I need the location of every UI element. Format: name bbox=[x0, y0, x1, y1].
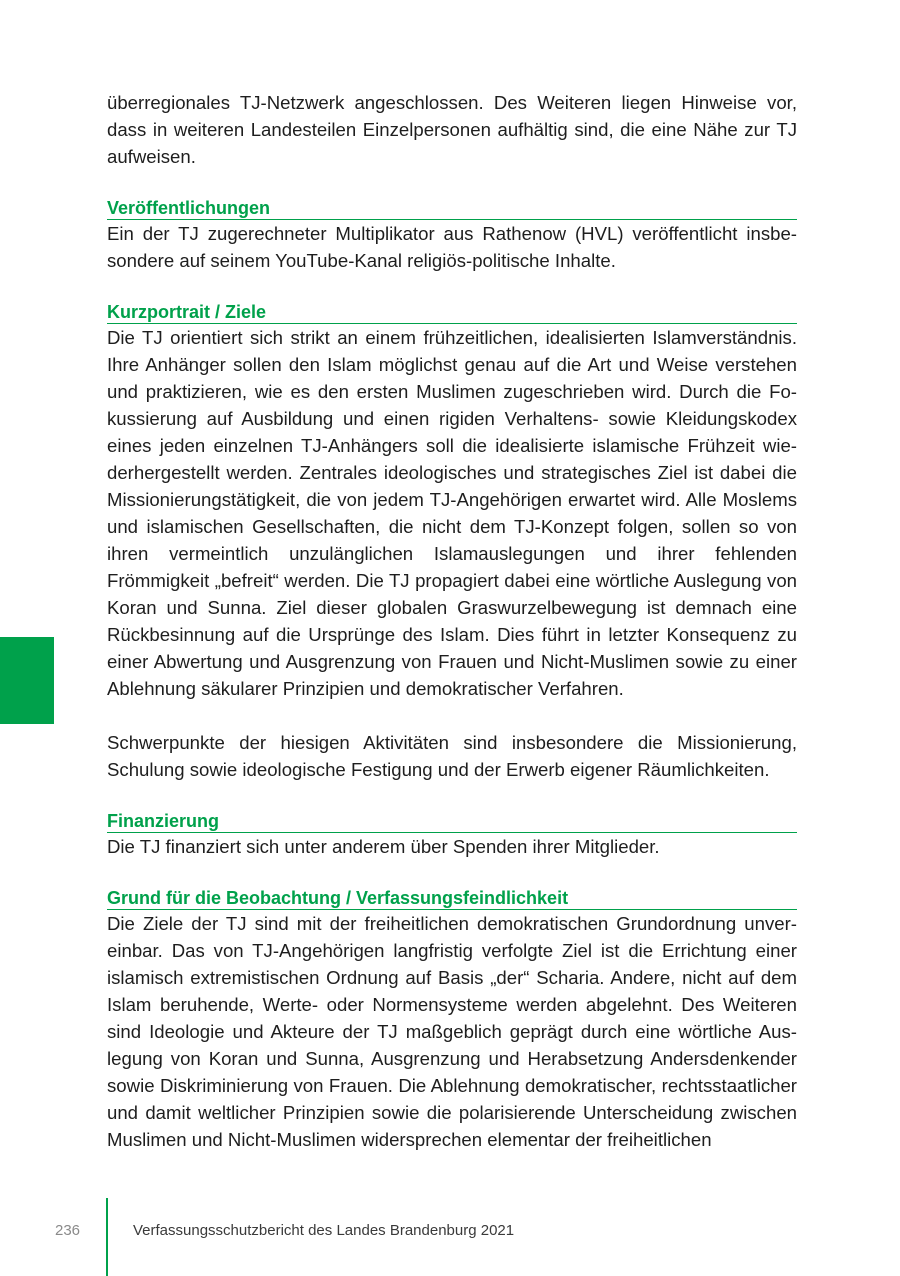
section-title-financing: Finanzierung bbox=[107, 810, 797, 833]
publications-paragraph: Ein der TJ zugerechneter Multiplikator aus Rathenow (HVL) veröffentlicht insbesondere auf seinem YouTube-Kanal religiös-politische Inhalte. bbox=[107, 223, 797, 271]
portrait-paragraph: Die TJ orientiert sich strikt an einem frühzeitlichen, idealisierten Islamverständnis. Ihre Anhänger sollen den Islam möglichst genau auf die Art und Weise verstehen und praktizieren, wie es den ersten Muslimen zugeschrieben wird. Durch die Fokussierung auf Ausbildung und einen rigiden Verhaltens- sowie Kleidungskodex eines jeden einzelnen TJ-Anhängers soll die idealisierte islamische Frühzeit wiederhergestellt werden. Zentrales ideologisches und strategisches Ziel ist dabei die Missionierungstätigkeit, die von jedem TJ-Angehörigen erwartet wird. Alle Moslems und islamischen Gesellschaften, die nicht dem TJ-Konzept folgen, sollen so von ihren vermeintlich unzulänglichen Islamauslegungen und ihrer fehlenden Frömmigkeit „befreit“ werden. Die TJ propagiert dabei eine wörtliche Auslegung von Koran und Sunna. Ziel dieser globalen Graswurzelbewegung ist demnach eine Rückbesinnung auf die Ursprünge des Islam. Dies führt in letzter Konsequenz zu einer Abwertung und Ausgrenzung von Frauen und Nicht-Muslimen sowie zu einer Ablehnung säkularer Prinzipien und demokratischer Verfahren. bbox=[107, 327, 797, 699]
page-number: 236 bbox=[55, 1222, 81, 1239]
section-title-portrait: Kurzportrait / Ziele bbox=[107, 301, 797, 324]
reason-paragraph: Die Ziele der TJ sind mit der freiheitlichen demokratischen Grundordnung unvereinbar. Das von TJ-Angehörigen langfristig verfolgte Ziel ist die Errichtung einer islamisch extremistischen Ordnung auf Basis „der“ Scharia. Andere, nicht auf dem Islam beruhende, Werte- oder Normensysteme werden abgelehnt. Des Weiteren sind Ideologie und Akteure der TJ maßgeblich geprägt durch eine wörtliche Auslegung von Koran und Sunna, Ausgrenzung und Herabsetzung Andersdenkender sowie Diskriminierung von Frauen. Die Ablehnung demokratischer, rechtsstaatlicher und damit weltlicher Prinzipien sowie die polarisierende Unterscheidung zwischen Muslimen und Nicht-Muslimen widersprechen elementar der freiheitlichen bbox=[107, 913, 797, 1150]
section-title-publications: Veröffentlichungen bbox=[107, 197, 797, 220]
chapter-side-tab bbox=[0, 637, 54, 724]
financing-paragraph: Die TJ finanziert sich unter anderem über Spenden ihrer Mitglieder. bbox=[107, 836, 660, 857]
footer-divider bbox=[106, 1198, 108, 1276]
footer-title: Verfassungsschutzbericht des Landes Brandenburg 2021 bbox=[133, 1222, 515, 1239]
section-title-reason: Grund für die Beobachtung / Verfassungsfeindlichkeit bbox=[107, 887, 797, 910]
portrait-paragraph-2: Schwerpunkte der hiesigen Aktivitäten sind insbesondere die Missionierung, Schulung sowie ideologische Festigung und der Erwerb eigener Räumlichkeiten. bbox=[107, 732, 797, 780]
page-content bbox=[107, 89, 797, 1153]
intro-paragraph: überregionales TJ-Netzwerk angeschlossen. Des Weiteren liegen Hinweise vor, dass in weiteren Landesteilen Einzelpersonen aufhältig sind, die eine Nähe zur TJ aufweisen. bbox=[107, 92, 797, 167]
